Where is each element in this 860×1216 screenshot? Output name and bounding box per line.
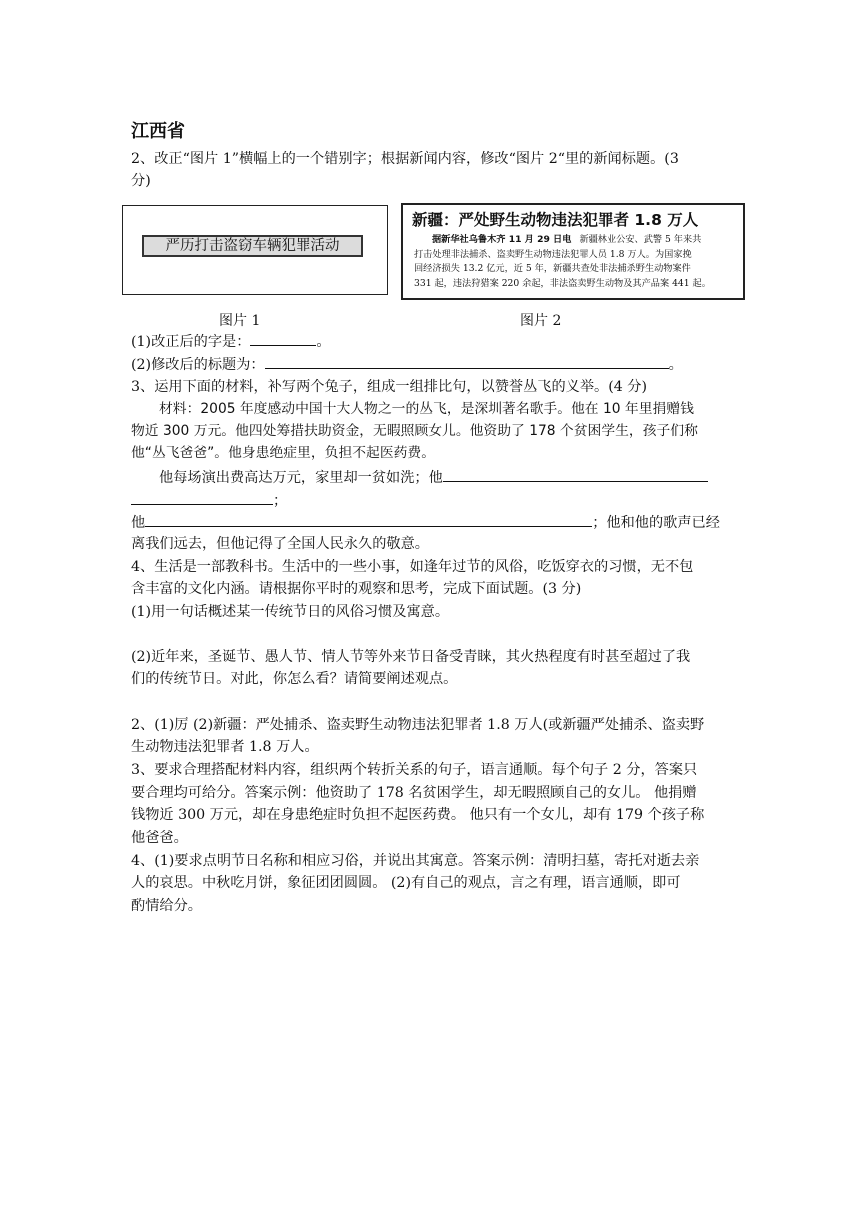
news-body-line: 回经济损失 13.2 亿元，近 5 年，新疆共查处非法捕杀野生动物案件 <box>414 263 691 275</box>
fill-line-2-end: ； <box>273 493 288 509</box>
material-line: 他“丛飞爸爸”。他身患绝症里，负担不起医药费。 <box>131 445 436 461</box>
answer-blank-3a[interactable] <box>443 467 708 482</box>
material-line: 物近 300 万元。他四处筹措扶助资金，无暇照顾女儿。他资助了 178 个贫困学生，孩子们称 <box>131 423 698 439</box>
news-headline: 新疆：严处野生动物违法犯罪者 1.8 万人 <box>412 211 699 229</box>
news-body-line: 打击处理非法捕杀、盗卖野生动物违法犯罪人员 1.8 万人。为国家挽 <box>414 248 692 260</box>
question-4-sub-2-cont: 们的传统节日。对此，你怎么看？请简要阐述观点。 <box>131 671 458 687</box>
answer-3-cont: 要合理均可给分。答案示例：他资助了 178 名贫困学生，却无暇照顾自己的女儿。 他捐赠 <box>131 785 697 801</box>
fill-line-3-end: ；他和他的歌声已经 <box>592 515 720 531</box>
news-body-line: 331 起，违法狩猎案 220 余起，非法盗卖野生动物及其产品案 441 起。 <box>414 277 711 289</box>
answer-3-cont: 钱物近 300 万元，却在身患绝症时负担不起医药费。 他只有一个女儿，却有 179 个孩子称 <box>131 807 705 823</box>
picture-1-frame <box>122 205 388 295</box>
question-3-stem: 3、运用下面的材料，补写两个兔子，组成一组排比句，以赞誉丛飞的义举。(4 分) <box>131 379 648 395</box>
sub-question-2-end: 。 <box>668 357 683 373</box>
question-2-stem-cont: 分) <box>131 173 151 189</box>
answer-3-cont: 他爸爸。 <box>131 830 188 846</box>
answer-blank-2[interactable] <box>265 354 669 369</box>
sub-question-1 <box>131 331 331 353</box>
answer-3: 3、要求合理搭配材料内容，组织两个转折关系的句子，语言通顺。每个句子 2 分，答案只 <box>131 762 698 778</box>
answer-4: 4、(1)要求点明节日名称和相应习俗，并说出其寓意。答案示例：清明扫墓，寄托对逝去亲 <box>131 853 700 869</box>
answer-blank-1[interactable] <box>250 331 316 346</box>
answer-2: 2、(1)厉 (2)新疆：严处捕杀、盗卖野生动物违法犯罪者 1.8 万人(或新疆严处捕杀、盗卖野 <box>131 717 705 733</box>
sub-question-1-end: 。 <box>316 334 331 350</box>
sub-question-2-label: (2)修改后的标题为： <box>131 357 265 373</box>
answer-4-cont: 酌情给分。 <box>131 898 202 914</box>
picture-2-caption: 图片 2 <box>520 313 562 329</box>
picture-2-frame <box>401 203 745 300</box>
fill-line-1-text: 他每场演出费高达万元，家里却一贫如洗；他 <box>159 470 443 486</box>
fill-line-3-start: 他 <box>131 515 146 531</box>
question-4-sub-1: (1)用一句话概述某一传统节日的风俗习惯及寓意。 <box>131 604 450 620</box>
question-2-stem: 2、改正“图片 1”横幅上的一个错别字；根据新闻内容，修改“图片 2“里的新闻标题。(3 <box>131 151 679 167</box>
picture-1-caption: 图片 1 <box>219 313 261 329</box>
answer-blank-3c[interactable] <box>145 512 592 527</box>
fill-line-2 <box>131 490 287 512</box>
news-body <box>414 233 740 291</box>
question-4-stem: 4、生活是一部教科书。生活中的一些小事，如逢年过节的风俗，吃饭穿衣的习惯，无不包 <box>131 559 694 575</box>
answer-4-cont: 人的哀思。中秋吃月饼，象征团团圆圆。 (2)有自己的观点，言之有理，语言通顺，即可 <box>131 875 681 891</box>
fill-line-1 <box>159 467 708 489</box>
province-heading: 江西省 <box>131 121 185 142</box>
answer-2-cont: 生动物违法犯罪者 1.8 万人。 <box>131 739 319 755</box>
sub-question-2 <box>131 354 683 376</box>
picture-1-banner: 严历打击盗窃车辆犯罪活动 <box>142 235 363 257</box>
material-line: 材料：2005 年度感动中国十大人物之一的丛飞，是深圳著名歌手。他在 10 年里捐赠钱 <box>159 401 694 417</box>
news-source: 据新华社乌鲁木齐 11 月 29 日电 <box>432 234 572 245</box>
answer-blank-3b[interactable] <box>131 490 273 505</box>
sub-question-1-label: (1)改正后的字是： <box>131 334 251 350</box>
question-4-stem-cont: 含丰富的文化内涵。请根据你平时的观察和思考，完成下面试题。(3 分) <box>131 581 582 597</box>
fill-line-4: 离我们远去，但他记得了全国人民永久的敬意。 <box>131 536 429 552</box>
fill-line-3 <box>131 512 720 534</box>
question-4-sub-2: (2)近年来，圣诞节、愚人节、情人节等外来节日备受青睐，其火热程度有时甚至超过了我 <box>131 649 691 665</box>
news-body-line: 新疆林业公安、武警 5 年来共 <box>579 234 702 245</box>
